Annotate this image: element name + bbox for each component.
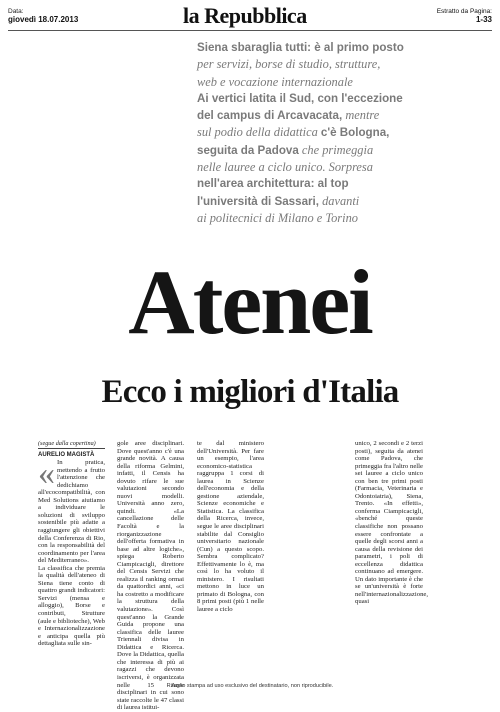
page-label: Estratto da Pagina: bbox=[436, 8, 492, 15]
article-column-4 bbox=[355, 440, 429, 606]
standfirst-line: del campus di Arcavacata, mentre bbox=[197, 108, 380, 123]
continued-note: (segue dalla copertina) bbox=[38, 440, 96, 447]
masthead-logo: la Repubblica bbox=[183, 3, 307, 28]
headline: Atenei bbox=[128, 251, 372, 353]
lead-paragraph: In pratica, mettendo a frutto l'attenzione che dedichiamo all'ecocompatibilità, con Med Solutions aiutiamo a individuare le soluzioni di sviluppo sostenibile più adatte a raggiungere gli obiettivi della Conferenza di Rio, con la responsabilità del coordinamento per l'area del Mediterraneo». bbox=[38, 459, 105, 565]
date-block bbox=[8, 8, 78, 24]
standfirst-line: sul podio della didattica c'è Bologna, bbox=[197, 125, 390, 140]
page-value: 1-33 bbox=[475, 15, 492, 24]
standfirst-line: nell'area architettura: al top bbox=[197, 177, 349, 191]
standfirst-line: seguita da Padova che primeggia bbox=[197, 142, 374, 157]
standfirst bbox=[197, 40, 495, 227]
subheadline: Ecco i migliori d'Italia bbox=[101, 374, 399, 410]
date-value: giovedì 18.07.2013 bbox=[8, 15, 79, 24]
header-divider bbox=[8, 30, 492, 31]
standfirst-line: per servizi, borse di studio, strutture, bbox=[197, 57, 381, 72]
standfirst-line: nelle lauree a ciclo unico. Sorpresa bbox=[197, 160, 373, 175]
page-block bbox=[437, 8, 492, 24]
body-paragraph: te dal ministero dell'Università. Per fare un esempio, l'area economico-statistica raggruppa 1 corsi di laurea in Scienze dell'economia e della gestione aziendale, Scienze economiche e Statistica. La classifica della Ricerca, invece, segue le aree disciplinari stabilite dal Consiglio universitario nazionale (Cun) a questo scopo. Sembra complicato? Effettivamente lo è, ma così lo ha voluto il ministero. I risultati mettono in luce un primato di Bologna, con 8 primi posti (più 1 nelle lauree a ciclo bbox=[197, 440, 264, 614]
body-paragraph: gole aree disciplinari. Dove quest'anno c'è una grande novità. A causa della riforma Gelmini, infatti, il Censis ha dovuto rifare le sue valutazioni secondo nuovi modelli. Università anno zero, quindi. «La cancellazione delle Facoltà e la riorganizzazione dell'offerta formativa in base ad altre logiche», spiega Roberto Ciampicacigli, direttore del Censis Servizi che realizza il ranking ormai da quattordici anni, «ci ha costretto a modificare la struttura della valutazione». Così quest'anno la Grande Guida propone una classifica delle lauree Triennali divisa in Didattica e Ricerca. Dove la Didattica, quella che interessa di più ai ragazzi che devono iscriversi, è organizzata nelle 15 Aree disciplinari in cui sono state raccolte le 47 classi di laurea istitui- bbox=[117, 440, 184, 712]
footer-note: Ritaglio stampa ad uso esclusivo del destinatario, non riproducibile. bbox=[166, 683, 334, 689]
standfirst-line: Ai vertici latita il Sud, con l'eccezione bbox=[197, 91, 403, 105]
standfirst-line: web e vocazione internazionale bbox=[197, 74, 353, 89]
article-column-2 bbox=[117, 440, 184, 712]
standfirst-line: ai politecnici di Milano e Torino bbox=[197, 210, 358, 225]
date-label: Data: bbox=[8, 8, 24, 15]
article-column-3 bbox=[197, 440, 264, 614]
standfirst-line: Siena sbaraglia tutti: è al primo posto bbox=[197, 41, 404, 54]
standfirst-line: l'università di Sassari, davanti bbox=[197, 193, 360, 208]
body-paragraph: La classifica che premia la qualità dell'ateneo di Siena tiene conto di quattro grandi indicatori: Servizi (mensa e alloggio), Borse e contributi, Strutture (aule e biblioteche), Web e Internazionalizzazione e anticipa quella più dettagliata sulle sin- bbox=[38, 564, 105, 648]
body-paragraph: unico, 2 secondi e 2 terzi posti), seguita da atenei come Padova, che primeggia fra l'altro nelle sei lauree a ciclo unico con ben tre primi posti (Farmacia, Veterinaria e Odontoiatria), Siena, Trento. «In effetti», conferma Ciampicacigli, «benché queste classifiche non possano essere confrontate a quelle degli scorsi anni a causa della revisione dei parametri, i poli di eccellenza didattica continuano ad emergere. Un dato importante è che se un'università è forte nell'internazionalizzazione, quasi bbox=[355, 440, 429, 606]
quote-mark-icon: « bbox=[38, 455, 55, 493]
article-column-1 bbox=[38, 440, 105, 648]
author-byline: AURELIO MAGISTÀ bbox=[38, 448, 105, 460]
